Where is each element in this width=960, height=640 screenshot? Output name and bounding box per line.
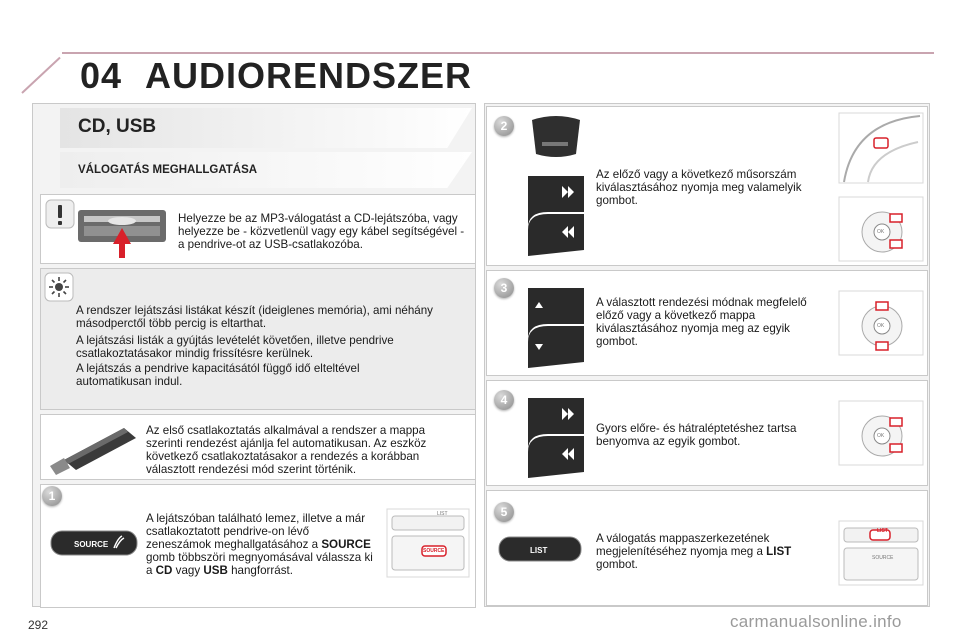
warning-exclamation-icon <box>44 198 76 230</box>
header-divider-diagonal <box>21 57 60 94</box>
section-title: CD, USB <box>78 116 157 137</box>
step5-list-word: LIST <box>766 545 792 558</box>
step5-text-post: gombot. <box>596 558 638 571</box>
steering-wheel-button-illustration <box>526 112 586 162</box>
cd-player-illustration <box>76 204 168 260</box>
step1-badge: 1 <box>42 486 62 506</box>
next-prev-buttons-illustration <box>518 172 588 258</box>
tip-sun-icon <box>44 272 74 302</box>
step5-thumbnail-list-key: LIST <box>877 528 888 534</box>
chapter-number: 04 <box>80 55 123 96</box>
step2-badge: 2 <box>494 116 514 136</box>
chapter-title: AUDIORENDSZER <box>145 55 473 96</box>
step4-thumbnail-ok-key: OK <box>877 433 885 439</box>
usb-stick-illustration <box>44 420 140 476</box>
step2-text: Az előző vagy a következő műsorszám kiválasztásához nyomja meg valamelyik gombot. <box>596 168 802 207</box>
step5-thumbnail-source-key: SOURCE <box>872 555 894 561</box>
step1-usb-word: USB <box>203 564 228 577</box>
step2-steering-thumbnail <box>838 112 924 184</box>
step3-text: A választott rendezési módnak megfelelő előző vagy a következő mappa kiválasztásához nyomja meg az egyik gombot. <box>596 296 807 348</box>
step2-thumbnail-ok-key: OK <box>877 229 885 235</box>
step1-text <box>146 512 374 577</box>
step5-text <box>596 532 828 571</box>
up-down-buttons-illustration <box>518 284 588 370</box>
usb-text: Az első csatlakoztatás alkalmával a rendszer a mappa szerinti rendezést ajánlja fel automatikusan. Az eszköz következő csatlakoztatásakor a rendezés a korábban választott rendezési mód szerint történik. <box>146 424 427 476</box>
step5-text-pre: A válogatás mappaszerkezetének megjelenítéséhez nyomja meg a <box>596 532 770 558</box>
step1-text-mid: gomb többszöri megnyomásával válassza ki a <box>146 551 373 577</box>
step5-badge: 5 <box>494 502 514 522</box>
step1-panel-thumbnail <box>386 508 470 578</box>
step1-source-word: SOURCE <box>321 538 371 551</box>
step1-text-pre: A lejátszóban található lemez, illetve a már csatlakoztatott pendrive-on lévő zeneszámok meghallgatásához a <box>146 512 366 551</box>
info-paragraph-2: A lejátszási listák a gyújtás levételét követően, illetve pendrive csatlakoztatásakor mindig frissítésre kerülnek. <box>76 334 394 360</box>
page-number: 292 <box>28 618 49 632</box>
step3-thumbnail-ok-key: OK <box>877 323 885 329</box>
step4-badge: 4 <box>494 390 514 410</box>
step1-thumbnail-list-key: LIST <box>437 511 448 517</box>
step1-text-post: hangforrást. <box>227 564 293 577</box>
step1-cd-word: CD <box>155 564 173 577</box>
info-paragraph-3: A lejátszás a pendrive kapacitásától függő idő elteltével automatikusan indul. <box>76 362 360 388</box>
list-button-label: LIST <box>530 546 548 555</box>
header-divider <box>62 52 934 54</box>
fast-forward-rewind-buttons-illustration <box>518 394 588 480</box>
step1-text-or: vagy <box>172 564 204 577</box>
step1-thumbnail-source-key: SOURCE <box>423 548 445 554</box>
info-paragraph-1: A rendszer lejátszási listákat készít (ideiglenes memória), ami néhány másodperctől több percig is eltarthat. <box>76 304 433 330</box>
source-button-label: SOURCE <box>74 540 109 549</box>
step4-text: Gyors előre- és hátraléptetéshez tartsa benyomva az egyik gombot. <box>596 422 797 448</box>
warning-text: Helyezze be az MP3-válogatást a CD-lejátszóba, vagy helyezze be - közvetlenül vagy egy kábel segítségével - a pendrive-ot az USB-csatlakozóba. <box>178 212 465 251</box>
subsection-title: VÁLOGATÁS MEGHALLGATÁSA <box>78 164 258 176</box>
step3-badge: 3 <box>494 278 514 298</box>
watermark-url: carmanualsonline.info <box>730 612 902 631</box>
